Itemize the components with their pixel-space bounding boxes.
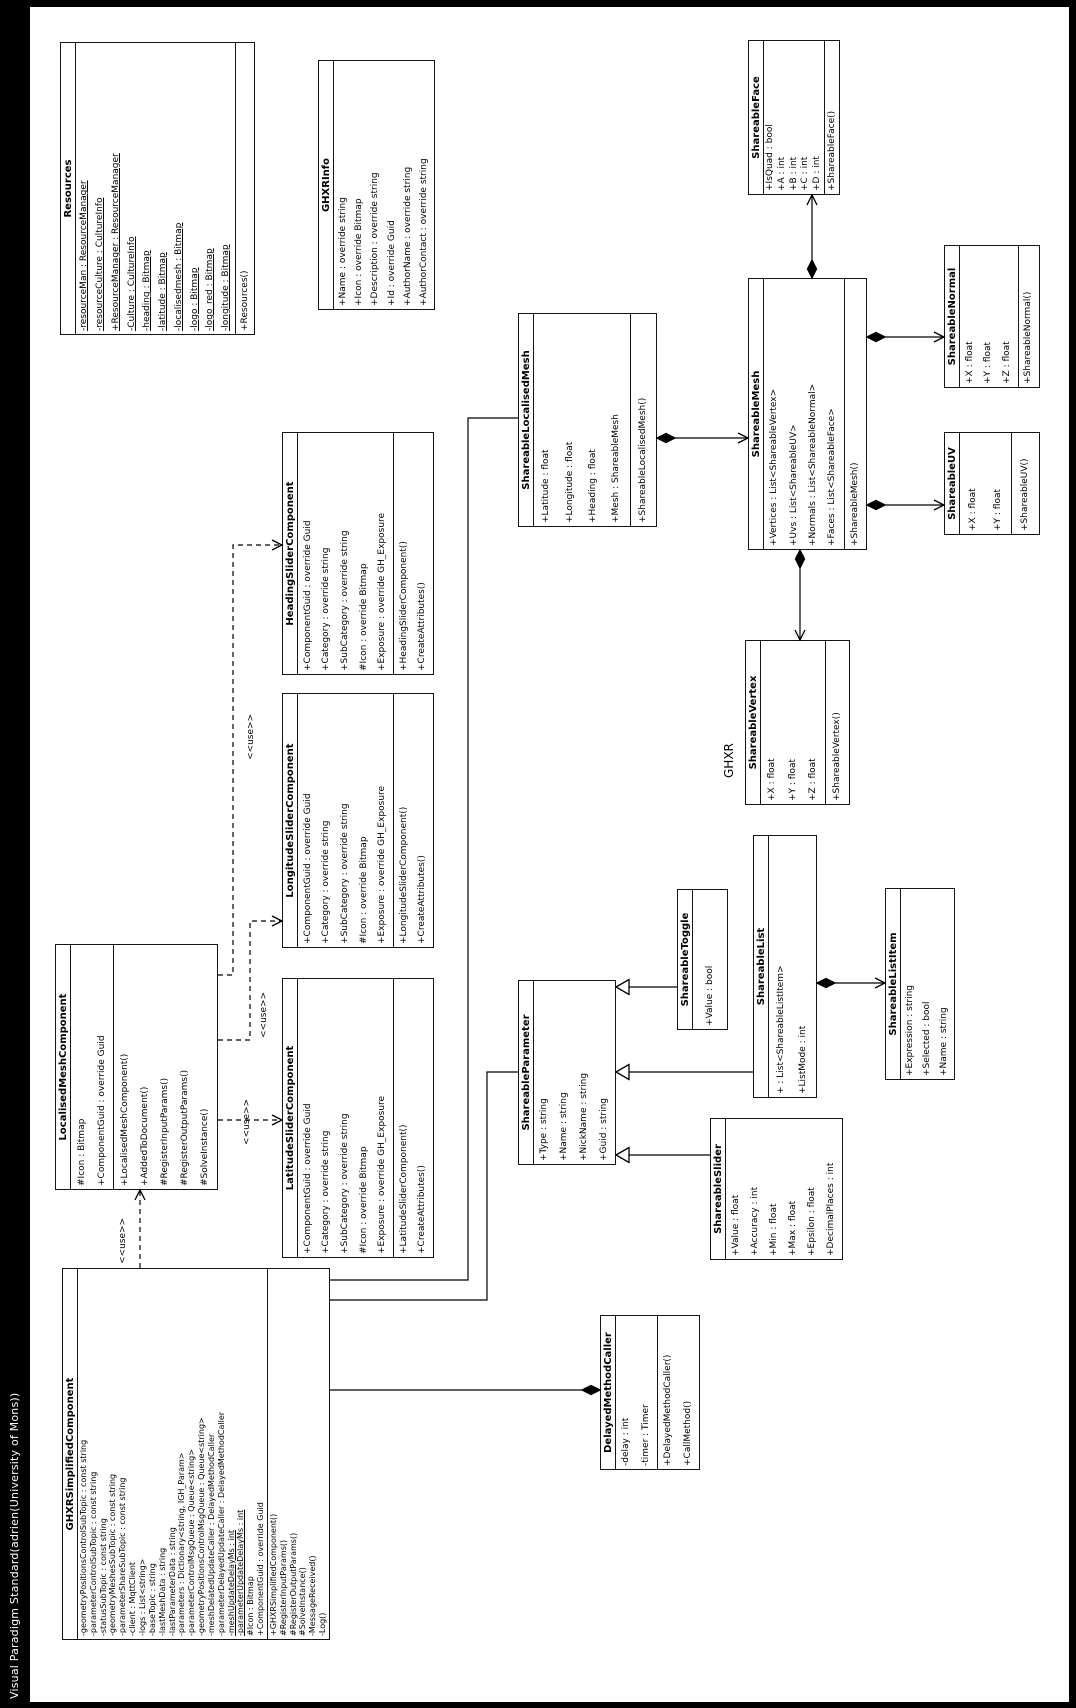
generalization-triangle-icon [616,980,629,995]
open-arrowhead-icon [272,916,282,926]
class-title: ShareableMesh [749,279,764,549]
attribute: +SubCategory : override string [339,803,350,944]
class-methods [113,945,217,1189]
class-title: ShareableToggle [678,890,693,1029]
attribute: +Value : float [731,1194,741,1256]
attribute: +Normals : List<ShareableNormal> [808,383,819,546]
generalization-triangle-icon [616,1148,629,1163]
attribute: +Y : float [983,341,994,384]
class-ShareableUV[interactable] [944,432,1040,535]
attribute: +Description : override string [370,172,381,306]
attribute: -meshDelatedUpdateCaller : DelayedMethodCaller [206,1433,216,1636]
method: +CallMethod() [682,1400,693,1466]
method: +Resources() [239,270,250,331]
method: +GHXRSimplifiedComponent() [268,1513,278,1636]
class-methods [844,279,866,549]
attribute: +ComponentGuid : override Guid [256,1502,266,1636]
dependency-ghxrsimplified-localisedmesh [118,1190,145,1268]
open-arrowhead-icon [934,332,944,342]
connector-line [218,921,282,1040]
attribute: +Name : string [559,1092,570,1161]
method: +ShareableLocalisedMesh() [637,397,648,523]
class-attributes [298,694,393,947]
class-title: ShareableParameter [519,981,534,1164]
class-methods [657,1316,699,1469]
attribute: -baseTopic : string [147,1563,157,1636]
attribute: +Category : override string [321,547,332,671]
attribute: #Icon : Bitmap [76,1118,87,1186]
composition-diamond-icon [657,434,675,443]
composition-mesh-normal [867,332,944,342]
attribute: -timer : Timer [640,1404,651,1466]
method: -Log() [318,1612,328,1636]
method: #RegisterInputParams() [278,1539,288,1636]
attribute: +Exposure : override GH_Exposure [377,785,388,944]
class-ShareableToggle[interactable] [677,889,728,1030]
class-ShareableListItem[interactable] [885,888,955,1080]
class-LocalisedMeshComponent[interactable] [55,944,218,1190]
class-methods [393,979,433,1257]
attribute: +Uvs : List<ShareableUV> [788,424,799,546]
attribute: +X : float [766,758,777,801]
attribute: +Accuracy : int [750,1186,760,1256]
class-attributes [960,433,1011,534]
attribute: +X : float [967,488,978,531]
method: +LatitudeSliderComponent() [398,1124,409,1254]
class-title: Resources [61,43,76,334]
attribute: +IsQuad : bool [765,124,776,191]
class-methods [630,314,656,526]
method: +ShareableUV() [1020,458,1031,531]
class-methods [393,433,433,674]
class-title: ShareableNormal [945,246,960,387]
attribute: +Name : override string [337,197,348,306]
attribute: +NickName : string [578,1072,589,1161]
attribute: #Icon : override Bitmap [358,563,369,671]
class-title: DelayedMethodCaller [601,1316,616,1469]
method: #SolveInstance() [200,1108,211,1186]
attribute: -resourceMan : ResourceManager [79,180,90,331]
class-attributes [693,890,727,1029]
composition-diamond-icon [817,979,835,988]
attribute: -client : MqttClient [128,1561,138,1636]
method: +HeadingSliderComponent() [398,541,409,671]
class-attributes [334,61,434,309]
generalization-list-parameter [616,1065,753,1080]
class-ShareableFace[interactable] [748,40,840,195]
method: #SolveInstance() [298,1567,308,1636]
attribute: #Icon : override Bitmap [358,1146,369,1254]
attribute: -localisedmesh : Bitmap [173,222,184,331]
method: +AddedToDocument() [139,1086,150,1186]
attribute: -lastMeshData : string [157,1547,167,1636]
attribute: +Y : float [992,488,1003,531]
attribute: -logo : Bitmap [189,267,200,331]
dependency-localisedmesh-longitudeslider [218,916,282,1040]
class-attributes [534,314,630,526]
class-attributes [76,43,235,334]
open-arrowhead-icon [135,1190,145,1200]
connector-line [218,545,282,975]
class-attributes [78,1269,267,1639]
class-title: LatitudeSliderComponent [283,979,298,1257]
attribute: -Culture : CultureInfo [126,236,137,331]
class-ShareableMesh[interactable] [748,278,867,550]
attribute: -parameterControlSubTopic : const string [88,1471,98,1636]
attribute: +Max : float [788,1200,798,1256]
attribute: +ComponentGuid : override Guid [302,520,313,671]
attribute: +Longitude : float [564,441,575,523]
composition-mesh-uv [867,500,944,510]
class-ShareableList[interactable] [753,835,817,1098]
class-title: ShareableUV [945,433,960,534]
frame-edge-left [0,1702,1076,1708]
attribute: +Guid : string [598,1097,609,1161]
class-GHXRInfo[interactable] [318,60,435,310]
class-attributes [769,836,816,1097]
attribute: +Category : override string [321,820,332,944]
attribute: +ListMode : int [798,1025,809,1094]
composition-mesh-vertex [795,550,805,640]
open-arrowhead-icon [272,1115,282,1125]
class-attributes [298,979,393,1257]
attribute: +D : int [812,156,823,191]
app-title-bar [0,0,30,1708]
generalization-toggle-parameter [616,980,677,995]
attribute: -resourceCulture : CultureInfo [95,197,106,331]
class-title: HeadingSliderComponent [283,433,298,674]
class-title: GHXRInfo [319,61,334,309]
attribute: +Min : float [769,1203,779,1256]
method: +ShareableNormal() [1023,291,1034,384]
composition-diamond-icon [867,501,885,510]
attribute: +AuthorName : override string [402,166,413,306]
class-LongitudeSliderComponent[interactable] [282,693,434,948]
attribute: -longitude : Bitmap [220,244,231,331]
attribute: +X : float [964,341,975,384]
class-title: ShareableVertex [746,641,761,804]
attribute: -parameterControlMsgQueue : Queue<string> [187,1449,197,1636]
attribute: -logs : List<string> [137,1558,147,1636]
attribute: +Category : override string [321,1130,332,1254]
attribute: -parameterShareSubTopic : const string [118,1477,128,1636]
generalization-slider-parameter [616,1148,710,1163]
attribute: +Mesh : ShareableMesh [611,414,622,523]
diagram-name-label: GHXR [722,743,736,778]
class-methods [824,41,839,194]
use-stereotype-label: <<use>> [246,713,256,760]
class-title: ShareableFace [749,41,764,194]
attribute: +B : int [788,156,799,191]
composition-diamond-icon [867,333,885,342]
class-ShareableVertex[interactable] [745,640,850,805]
attribute: +ComponentGuid : override Guid [96,1035,107,1186]
attribute: +DecimalPlaces : int [826,1162,836,1256]
attribute: +Z : float [1001,341,1012,384]
class-title: ShareableLocalisedMesh [519,314,534,526]
class-attributes [901,889,954,1079]
class-methods [825,641,849,804]
dependency-localisedmesh-headingslider [218,540,282,975]
attribute: +Latitude : float [541,449,552,523]
class-ShareableNormal[interactable] [944,245,1040,388]
method: +CreateAttributes() [417,582,428,671]
use-stereotype-label: <<use>> [118,1217,128,1264]
attribute: +Name : string [939,1007,949,1076]
attribute: +Id : override Guid [386,220,397,306]
attribute: -geometryPositionsControlMsgQueue : Queue<string> [197,1417,207,1636]
attribute: +Faces : List<ShareableFace> [827,408,838,546]
attribute: -logo_red : Bitmap [205,248,216,331]
composition-localisedmesh-mesh [657,433,748,443]
attribute: -parameterDelayedUpdateCaller : DelayedMethodCaller [216,1411,226,1636]
attribute: -statusSubTopic : const string [98,1518,108,1636]
dependency-localisedmesh-latitudeslider [218,1099,282,1145]
attribute: +AuthorContact : override string [419,158,430,306]
class-attributes [764,41,824,194]
attribute: +A : int [777,156,787,191]
class-title: LocalisedMeshComponent [56,945,71,1189]
attribute: #Icon : Bitmap [246,1576,256,1636]
attribute: +Type : string [539,1098,550,1161]
attribute: +Exposure : override GH_Exposure [377,1095,388,1254]
attribute: -meshUpdateDelayMs : int [226,1529,236,1636]
class-attributes [960,246,1018,387]
method: +CreateAttributes() [417,855,428,944]
attribute: +Icon : override Bitmap [353,198,364,306]
open-arrowhead-icon [795,630,805,640]
class-GHXRSimplifiedComponent[interactable] [62,1268,330,1640]
attribute: -delay : int [621,1417,632,1466]
open-arrowhead-icon [272,540,282,550]
composition-diamond-icon [808,260,817,278]
open-arrowhead-icon [807,195,817,205]
composition-diamond-icon [796,550,805,568]
method: -MessageReceived() [308,1555,318,1636]
use-stereotype-label: <<use>> [259,991,269,1038]
method: +ShareableMesh() [849,462,860,546]
method: #RegisterInputParams() [160,1077,171,1186]
attribute: #Icon : override Bitmap [358,836,369,944]
class-methods [235,43,254,334]
composition-diamond-icon [582,1386,600,1395]
class-attributes [534,981,615,1164]
class-methods [1011,433,1039,534]
class-attributes [764,279,844,549]
method: +LongitudeSliderComponent() [398,806,409,944]
attribute: +Epsilon : float [807,1187,817,1256]
method: #RegisterOutputParams() [288,1532,298,1636]
class-title: ShareableList [754,836,769,1097]
attribute: +Expression : string [905,985,915,1076]
class-title: ShareableSlider [711,1119,726,1259]
class-methods [393,694,433,947]
class-ShareableSlider[interactable] [710,1118,843,1260]
attribute: +SubCategory : override string [339,530,350,671]
attribute: + : List<ShareableListItem> [775,965,786,1094]
attribute: +Value : bool [704,965,715,1026]
attribute: -lastParameterData : string [167,1527,177,1636]
class-title: ShareableListItem [886,889,901,1079]
method: +DelayedMethodCaller() [663,1354,674,1466]
class-methods [1018,246,1040,387]
class-title: GHXRSimplifiedComponent [63,1269,78,1639]
frame-edge-right [0,0,1076,7]
attribute: +Selected : bool [922,1001,932,1076]
method: +ShareableVertex() [832,712,843,801]
class-ShareableLocalisedMesh[interactable] [518,313,657,527]
class-HeadingSliderComponent[interactable] [282,432,434,675]
use-stereotype-label: <<use>> [242,1098,252,1145]
frame-edge-bottom [1069,0,1076,1708]
class-attributes [616,1316,657,1469]
attribute: -geometryPositionsControlSubTopic : const string [78,1439,88,1636]
attribute: +Exposure : override GH_Exposure [377,512,388,671]
composition-list-listitem [817,978,885,988]
composition-ghxrsimplified-delayedmethodcaller [330,1386,600,1395]
attribute: -heading : Bitmap [142,250,153,331]
class-DelayedMethodCaller[interactable] [600,1315,700,1470]
method: +CreateAttributes() [417,1165,428,1254]
class-ShareableParameter[interactable] [518,980,616,1165]
class-methods [267,1269,329,1639]
class-LatitudeSliderComponent[interactable] [282,978,434,1258]
attribute: +Heading : float [588,449,599,523]
attribute: +C : int [800,156,811,191]
open-arrowhead-icon [875,978,885,988]
generalization-triangle-icon [616,1065,629,1080]
attribute: -geometryMeshesSubTopic : const string [108,1473,118,1636]
class-title: LongitudeSliderComponent [283,694,298,947]
class-attributes [71,945,113,1189]
composition-mesh-face [807,195,817,278]
attribute: +Z : float [808,758,819,801]
attribute: +Vertices : List<ShareableVertex> [769,388,780,546]
attribute: +ResourceManager : ResourceManager [110,153,121,331]
attribute: +SubCategory : override string [339,1113,350,1254]
class-attributes [761,641,825,804]
attribute: -parameterUpdateDelayMs : int [236,1509,246,1636]
open-arrowhead-icon [934,500,944,510]
method: +LocalisedMeshComponent() [119,1053,130,1186]
class-attributes [726,1119,842,1259]
attribute: +ComponentGuid : override Guid [302,1103,313,1254]
attribute: +ComponentGuid : override Guid [302,793,313,944]
method: #RegisterOutputParams() [180,1069,191,1186]
method: +ShareableFace() [826,110,837,191]
attribute: +Y : float [787,758,798,801]
class-attributes [298,433,393,674]
attribute: -latitude : Bitmap [158,252,169,331]
class-Resources[interactable] [60,42,255,335]
attribute: -parameters : Dictionary<string, IGH_Param> [177,1452,187,1636]
open-arrowhead-icon [738,433,748,443]
app-credit-text: Visual Paradigm Standard(adrien(University of Mons)) [8,1392,21,1699]
